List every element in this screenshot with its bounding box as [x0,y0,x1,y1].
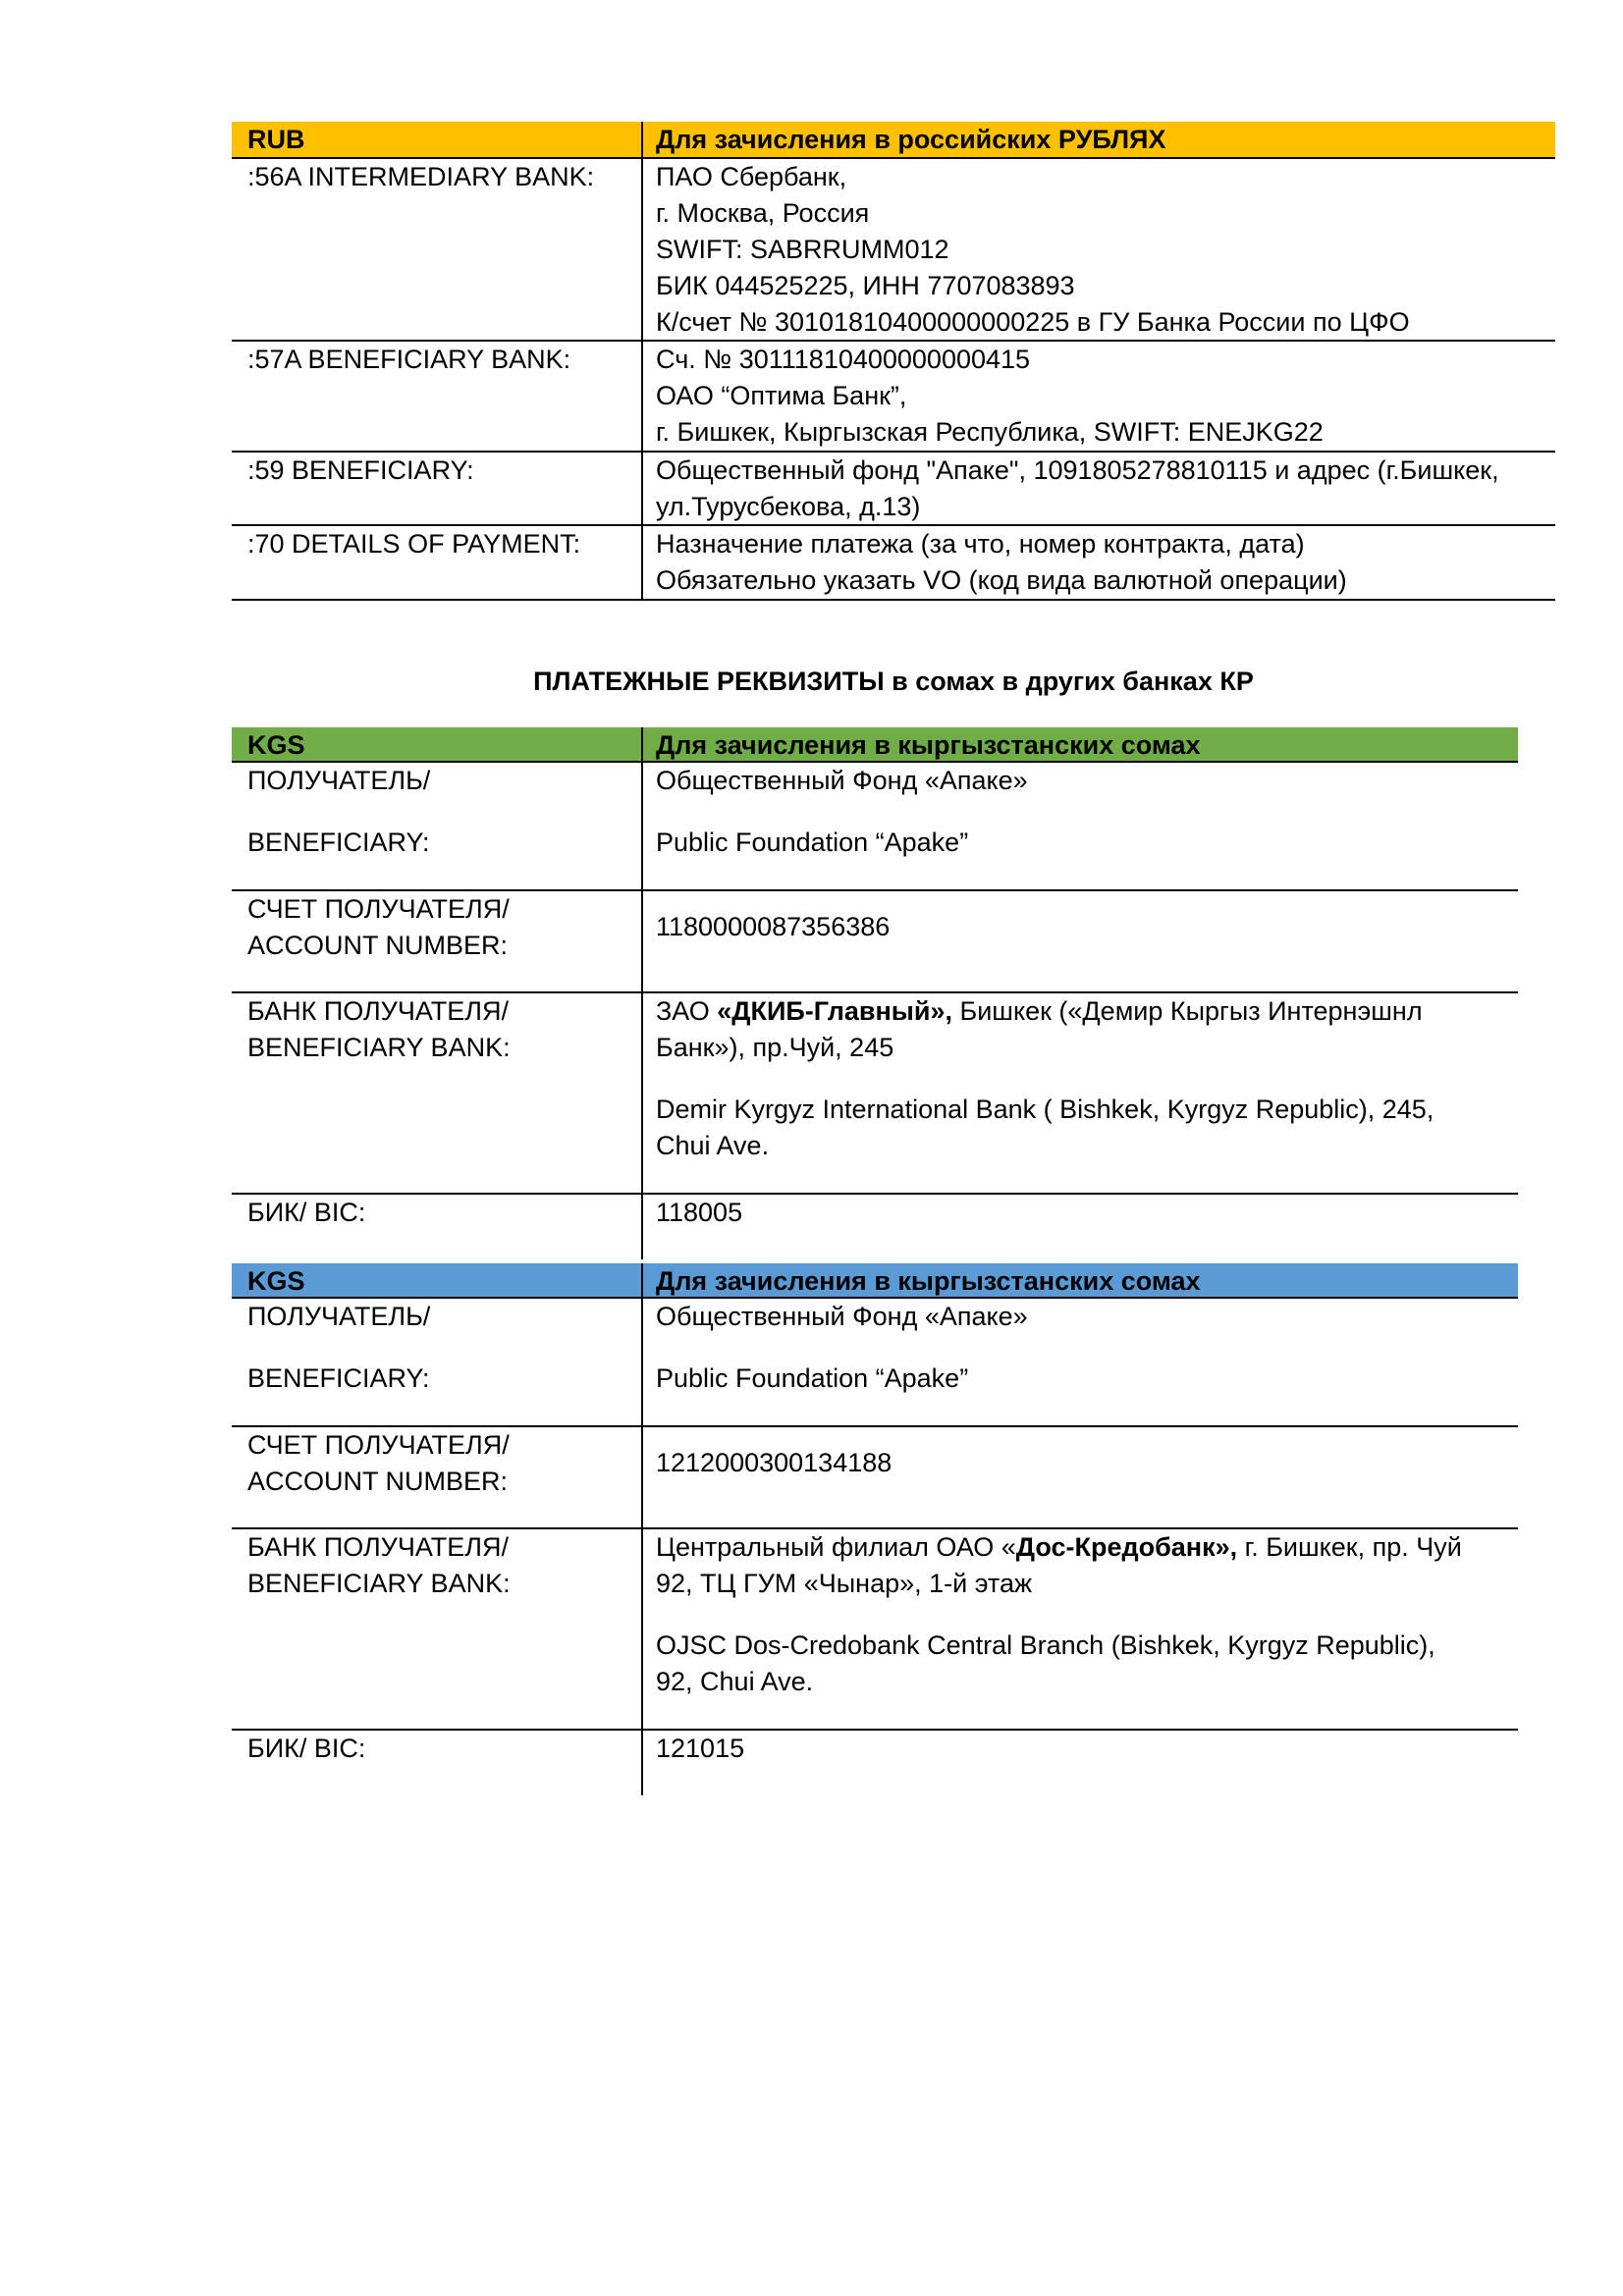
bank-row [232,1529,1518,1731]
rub-table-header [232,122,1555,159]
row-label: :56A INTERMEDIARY BANK: [247,162,595,191]
row-label: BENEFICIARY: [247,1363,430,1393]
bank-address-en: 92, Chui Ave. [656,1667,814,1696]
rub-details-table [232,122,1555,601]
table-row [232,342,1555,453]
bic-row [232,1731,1518,1795]
row-label: :59 BENEFICIARY: [247,455,474,485]
row-label: BENEFICIARY BANK: [247,1033,511,1062]
account-number: 1212000300134188 [656,1448,893,1477]
row-label: :70 DETAILS OF PAYMENT: [247,529,581,559]
value-line: ул.Турусбекова, д.13) [656,492,921,521]
table-row [232,526,1555,601]
bank-text: г. Бишкек, пр. Чуй [1237,1532,1462,1562]
value-line: Обязательно указать VO (код вида валютной операции) [656,565,1347,595]
currency-header-title: Для зачисления в кыргызстанских сомах [656,1266,1201,1296]
kgs-details-table-dkib [232,727,1518,1259]
bank-name-bold: Дос-Кредобанк», [1015,1532,1238,1562]
account-row [232,1427,1518,1529]
value-line: ПАО Сбербанк, [656,162,847,191]
value-line: SWIFT: SABRRUMM012 [656,235,949,264]
beneficiary-row [232,763,1518,891]
beneficiary-row [232,1299,1518,1427]
row-value [656,526,1347,599]
value-line: БИК 044525225, ИНН 7707083893 [656,271,1075,300]
bank-name-en: OJSC Dos-Credobank Central Branch (Bishkek, Kyrgyz Republic), [656,1630,1435,1660]
bank-text: Центральный филиал ОАО « [656,1532,1016,1562]
bank-row [232,993,1518,1195]
account-number: 1180000087356386 [656,912,891,941]
row-label: СЧЕТ ПОЛУЧАТЕЛЯ/ [247,1430,510,1460]
row-label: ПОЛУЧАТЕЛЬ/ [247,766,431,795]
account-row [232,891,1518,993]
row-label: BENEFICIARY BANK: [247,1569,511,1598]
value-line: ОАО “Оптима Банк”, [656,381,907,410]
beneficiary-name-ru: Общественный Фонд «Апаке» [656,1302,1028,1331]
section-title: ПЛАТЕЖНЫЕ РЕКВИЗИТЫ в сомах в других банках КР [533,667,1254,696]
value-line: Общественный фонд "Апаке", 1091805278810115 и адрес (г.Бишкек, [656,455,1499,485]
beneficiary-name-ru: Общественный Фонд «Апаке» [656,766,1028,795]
row-label: BENEFICIARY: [247,828,430,857]
value-line: г. Бишкек, Кыргызская Республика, SWIFT: ENEJKG22 [656,417,1324,447]
bic-code: 121015 [656,1734,745,1763]
table-row [232,159,1555,342]
beneficiary-name-en: Public Foundation “Apake” [656,1363,969,1393]
bank-name-ru [656,993,1423,1030]
bank-address-ru: Банк»), пр.Чуй, 245 [656,1033,894,1062]
bank-name-bold: «ДКИБ-Главный», [717,996,952,1026]
row-label: СЧЕТ ПОЛУЧАТЕЛЯ/ [247,894,510,924]
kgs-table-header [232,1263,1518,1299]
currency-code: RUB [247,125,305,154]
bank-address-en: Chui Ave. [656,1131,770,1160]
row-value [656,159,1410,341]
row-label: БАНК ПОЛУЧАТЕЛЯ/ [247,1532,509,1562]
bank-text: Бишкек («Демир Кыргыз Интернэшнл [951,996,1423,1026]
row-value [656,342,1324,451]
row-label: ПОЛУЧАТЕЛЬ/ [247,1302,431,1331]
kgs-details-table-doscredo [232,1263,1518,1795]
row-label: БАНК ПОЛУЧАТЕЛЯ/ [247,996,509,1026]
row-label: ACCOUNT NUMBER: [247,931,509,960]
currency-code: KGS [247,1266,305,1296]
bank-name-ru [656,1529,1462,1566]
row-label: :57A BENEFICIARY BANK: [247,345,571,374]
currency-code: KGS [247,730,305,760]
bic-row [232,1195,1518,1259]
bank-address-ru: 92, ТЦ ГУМ «Чынар», 1-й этаж [656,1569,1033,1598]
currency-header-title: Для зачисления в российских РУБЛЯХ [656,125,1166,154]
kgs-table-header [232,727,1518,763]
value-line: г. Москва, Россия [656,198,870,228]
currency-header-title: Для зачисления в кыргызстанских сомах [656,730,1201,760]
beneficiary-name-en: Public Foundation “Apake” [656,828,969,857]
bank-name-en: Demir Kyrgyz International Bank ( Bishkek, Kyrgyz Republic), 245, [656,1095,1434,1124]
row-label: ACCOUNT NUMBER: [247,1467,509,1496]
row-value [656,453,1499,525]
value-line: Назначение платежа (за что, номер контракта, дата) [656,529,1305,559]
bank-text: ЗАО [656,996,718,1026]
row-label: БИК/ BIC: [247,1198,366,1227]
table-row [232,453,1555,526]
value-line: Сч. № 30111810400000000415 [656,345,1031,374]
row-label: БИК/ BIC: [247,1734,366,1763]
bic-code: 118005 [656,1198,743,1227]
value-line: К/счет № 30101810400000000225 в ГУ Банка России по ЦФО [656,307,1410,337]
